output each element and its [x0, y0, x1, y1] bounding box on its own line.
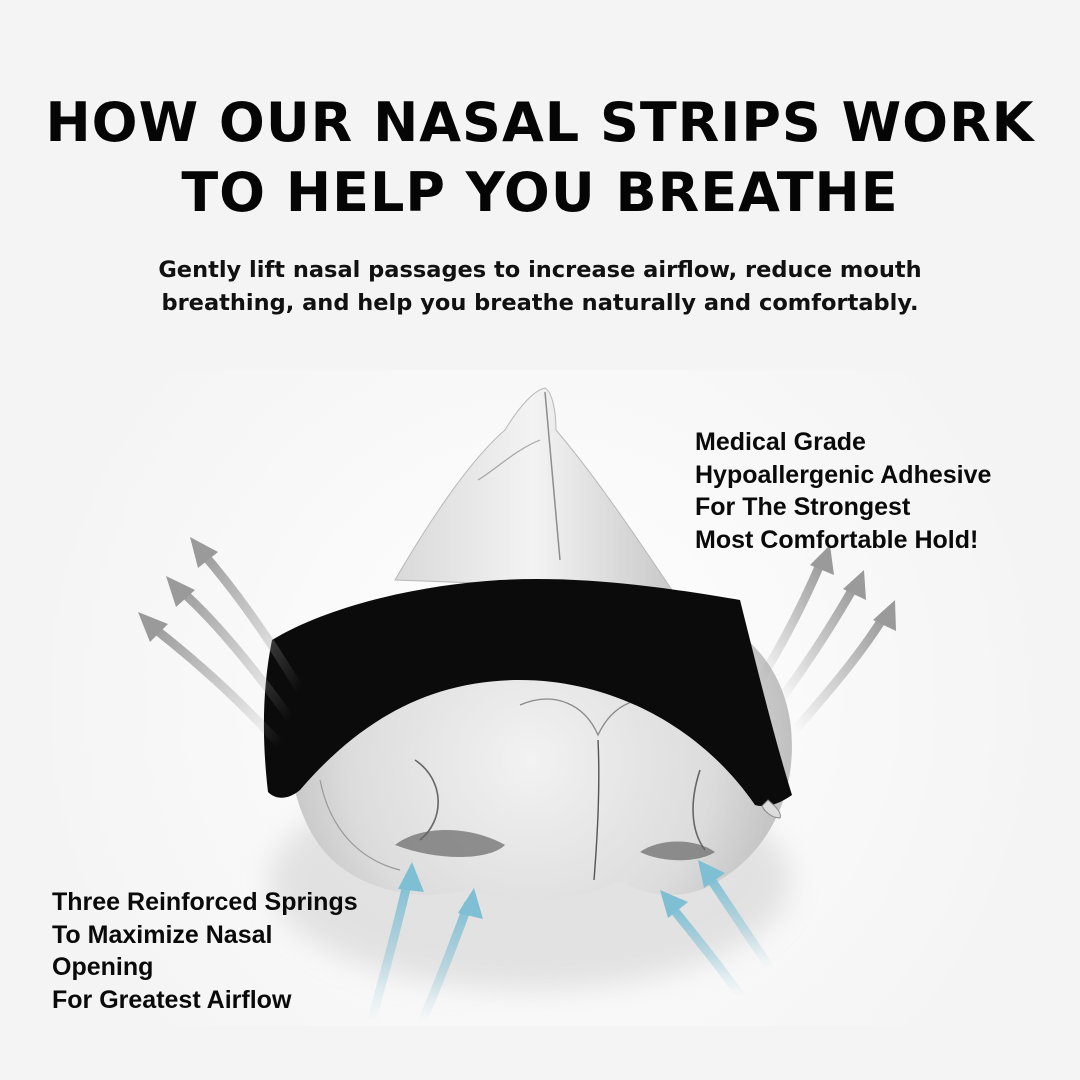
callout-springs-line-3: Opening: [52, 953, 154, 981]
headline-line-2: TO HELP YOU BREATHE: [181, 161, 899, 224]
subtitle-line-2: breathing, and help you breathe naturally and comfortably.: [161, 290, 919, 316]
callout-adhesive: [695, 426, 991, 556]
callout-adhesive-line-3: For The Strongest: [695, 493, 911, 521]
headline-line-1: HOW OUR NASAL STRIPS WORK: [45, 91, 1035, 154]
callout-adhesive-line-1: Medical Grade: [695, 428, 866, 456]
headline: [0, 88, 1080, 228]
callout-springs: [52, 886, 358, 1016]
subtitle-line-1: Gently lift nasal passages to increase airflow, reduce mouth: [158, 257, 922, 283]
callout-springs-line-4: For Greatest Airflow: [52, 985, 292, 1014]
subtitle: [0, 254, 1080, 320]
callout-springs-line-1: Three Reinforced Springs: [52, 888, 358, 916]
callout-adhesive-line-4: Most Comfortable Hold!: [695, 525, 979, 554]
callout-springs-line-2: To Maximize Nasal: [52, 920, 273, 949]
callout-adhesive-line-2: Hypoallergenic Adhesive: [695, 460, 992, 489]
